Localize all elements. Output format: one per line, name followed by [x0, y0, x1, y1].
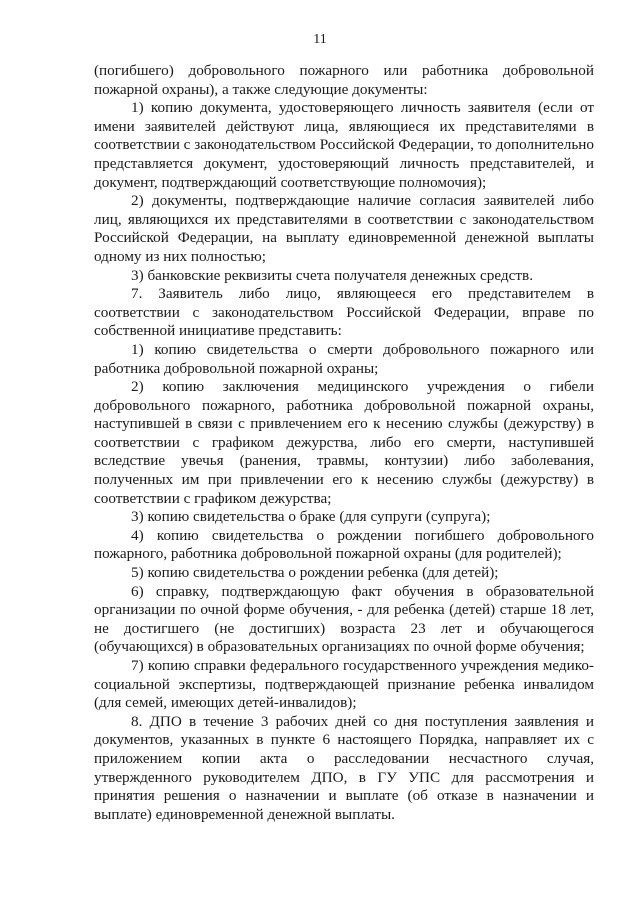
paragraph-item-7-disability-certificate: 7) копию справки федерального государственного учреждения медико-социальной экспертизы, подтверждающей признание ребенка инвалидом (для семей, имеющих детей-инвалидов);	[94, 657, 594, 712]
paragraph-item-2-medical-conclusion: 2) копию заключения медицинского учреждения о гибели добровольного пожарного, работника добровольной пожарной охраны, наступившей в связи с привлечением его к несению службы (дежурству) в соответствии с графиком дежурства, либо его смерти, наступившей вследствие увечья (ранения, травмы, контузии) либо заболевания, полученных им при привлечении его к несению службы (дежурству) в соответствии с графиком дежурства;	[94, 378, 594, 507]
paragraph-item-5-birth-certificate-child: 5) копию свидетельства о рождении ребенка (для детей);	[131, 564, 499, 582]
paragraph-item-2-consent-documents: 2) документы, подтверждающие наличие согласия заявителей либо лиц, являющихся их представителями в соответствии с законодательством Российской Федерации, на выплату единовременной денежной выплаты одному из них полностью;	[94, 192, 594, 265]
paragraph-item-6-education-certificate: 6) справку, подтверждающую факт обучения в образовательной организации по очной форме обучения, - для ребенка (детей) старше 18 лет, не достигшего (не достигших) возраста 23 лет и обучающегося (обучающихся) в образовательных организациях по очной форме обучения;	[94, 582, 594, 656]
document-body	[94, 62, 594, 824]
paragraph-item-1-death-certificate: 1) копию свидетельства о смерти добровольного пожарного или работника добровольной пожарной охраны;	[94, 340, 594, 377]
paragraph-item-1-identity-document: 1) копию документа, удостоверяющего личность заявителя (если от имени заявителей действуют лица, являющиеся их представителями в соответствии с законодательством Российской Федерации, то дополнительно представляется документ, удостоверяющий личность представителей, и документ, подтверждающий соответствующие полномочия);	[94, 99, 594, 191]
paragraph-clause-8: 8. ДПО в течение 3 рабочих дней со дня поступления заявления и документов, указанных в пункте 6 настоящего Порядка, направляет их с приложением копии акта о расследовании несчастного случая, утвержденного руководителем ДПО, в ГУ УПС для рассмотрения и принятия решения о назначении и выплате (об отказе в назначении и выплате) единовременной денежной выплаты.	[94, 712, 594, 823]
paragraph-clause-7: 7. Заявитель либо лицо, являющееся его представителем в соответствии с законодательством Российской Федерации, вправе по собственной инициативе представить:	[94, 285, 594, 340]
page-number: 11	[313, 32, 327, 47]
paragraph-item-4-birth-certificate-deceased: 4) копию свидетельства о рождении погибшего добровольного пожарного, работника добровольной пожарной охраны (для родителей);	[94, 526, 594, 563]
paragraph-item-3-bank-details: 3) банковские реквизиты счета получателя денежных средств.	[131, 266, 533, 284]
paragraph-item-3-marriage-certificate: 3) копию свидетельства о браке (для супруги (супруга);	[131, 508, 491, 526]
paragraph-continuation: (погибшего) добровольного пожарного или работника добровольной пожарной охраны), а также следующие документы:	[94, 62, 594, 98]
